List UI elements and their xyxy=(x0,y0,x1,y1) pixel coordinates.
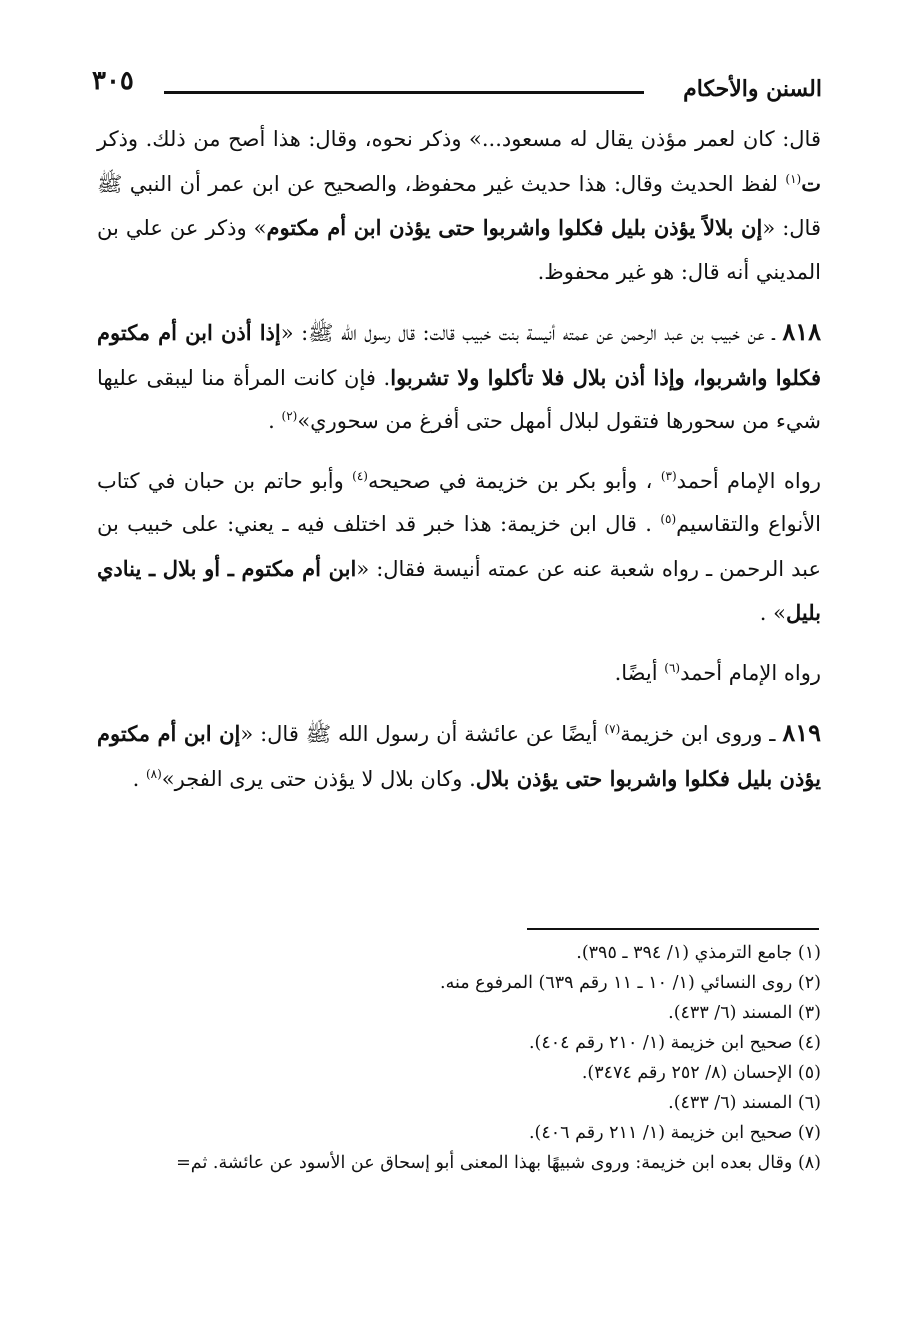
footnote-separator xyxy=(527,928,819,930)
footnote-8: (٨) وقال بعده ابن خزيمة: وروى شبيهًا بهذا المعنى أبو إسحاق عن الأسود عن عائشة. ثم= xyxy=(176,1153,821,1173)
paragraph-ahmad xyxy=(97,652,821,696)
header-rule xyxy=(164,91,644,94)
footnotes xyxy=(97,938,821,1178)
footnote-ref: (١) xyxy=(785,171,802,186)
footnote-ref: (٦) xyxy=(664,660,681,675)
text-span: . وكان بلال لا يؤذن حتى يرى الفجر» xyxy=(161,766,476,791)
text-span: وأبو حاتم بن حبان في كتاب الأنواع والتقاسيم xyxy=(97,468,821,536)
footnote-1: (١) جامع الترمذي (١/ ٣٩٤ ـ ٣٩٥). xyxy=(576,943,821,963)
footnote-7: (٧) صحيح ابن خزيمة (١/ ٢١١ رقم ٤٠٦). xyxy=(528,1123,821,1143)
hadith-text: ابن أم مكتوم ـ أو بلال ـ ينادي بليل xyxy=(97,555,821,625)
hadith-819 xyxy=(97,711,821,801)
hadith-number: ٨١٩ xyxy=(782,718,821,747)
text-span: » . xyxy=(759,601,786,625)
text-span: ـ وروى ابن خزيمة xyxy=(620,722,783,746)
main-text xyxy=(97,118,821,817)
text-span: ، وأبو بكر بن خزيمة في صحيحه xyxy=(367,468,661,493)
hadith-number: ٨١٨ xyxy=(782,317,821,346)
footnote-6: (٦) المسند (٦/ ٤٣٣). xyxy=(668,1093,821,1113)
footnote-3: (٣) المسند (٦/ ٤٣٣). xyxy=(668,1003,821,1023)
text-span: أيضًا عن عائشة أن رسول الله ﷺ قال: « xyxy=(240,722,605,746)
text-span: لفظ الحديث وقال: هذا حديث غير محفوظ، والصحيح عن ابن عمر أن النبي ﷺ قال: « xyxy=(97,171,821,240)
text-span: . xyxy=(132,766,146,791)
source-symbol: ت xyxy=(801,170,821,196)
paragraph-1 xyxy=(97,118,821,294)
text-span: ـ عن خبيب بن عبد الرحمن عن عمته أنيسة بنت خبيب قالت: قال رسول الله ﷺ: « xyxy=(280,321,783,345)
footnote-ref: (٧) xyxy=(604,722,621,736)
text-span: . xyxy=(268,409,282,433)
footnote-5: (٥) الإحسان (٨/ ٢٥٢ رقم ٣٤٧٤). xyxy=(581,1063,821,1083)
text-span: أيضًا. xyxy=(614,660,665,685)
text-span: رواه الإمام أحمد xyxy=(680,660,821,685)
running-title: السنن والأحكام xyxy=(683,76,822,102)
footnote-4: (٤) صحيح ابن خزيمة (١/ ٢١٠ رقم ٤٠٤). xyxy=(528,1033,821,1053)
hadith-text: إذا أذن ابن أم مكتوم فكلوا واشربوا، وإذا أذن بلال فلا تأكلوا ولا تشربوا xyxy=(97,320,821,390)
text-span: » وذكر عن علي بن المديني أنه قال: هو غير محفوظ. xyxy=(97,216,821,284)
footnote-2: (٢) روى النسائي (١/ ١٠ ـ ١١ رقم ٦٣٩) المرفوع منه. xyxy=(440,973,821,993)
footnote-ref: (٤) xyxy=(352,468,368,483)
hadith-text: إن ابن أم مكتوم يؤذن بليل فكلوا واشربوا حتى يؤذن بلال xyxy=(97,721,821,791)
footnote-ref: (٥) xyxy=(660,512,677,526)
hadith-text: إن بلالاً يؤذن بليل فكلوا واشربوا حتى يؤذن ابن أم مكتوم xyxy=(266,215,763,240)
paragraph-narration xyxy=(97,460,821,636)
footnote-ref: (٨) xyxy=(145,766,162,781)
text-span: رواه الإمام أحمد xyxy=(676,468,821,493)
footnote-ref: (٢) xyxy=(281,409,298,423)
text-span: قال: كان لعمر مؤذن يقال له مسعود...» وذكر نحوه، وقال: هذا أصح من ذلك. وذكر xyxy=(97,127,821,151)
text-span: . فإن كانت المرأة منا ليبقى عليها شيء من سحورها فتقول لبلال أمهل حتى أفرغ من سحوري» xyxy=(97,365,821,433)
footnote-ref: (٣) xyxy=(660,468,677,483)
hadith-818 xyxy=(97,310,821,444)
page-number: ٣٠٥ xyxy=(92,66,134,96)
text-span: . قال ابن خزيمة: هذا خبر قد اختلف فيه ـ يعني: على خبيب بن عبد الرحمن ـ رواه شعبة عنه عن عمته أنيسة فقال: « xyxy=(97,512,822,581)
page-header xyxy=(92,60,822,104)
